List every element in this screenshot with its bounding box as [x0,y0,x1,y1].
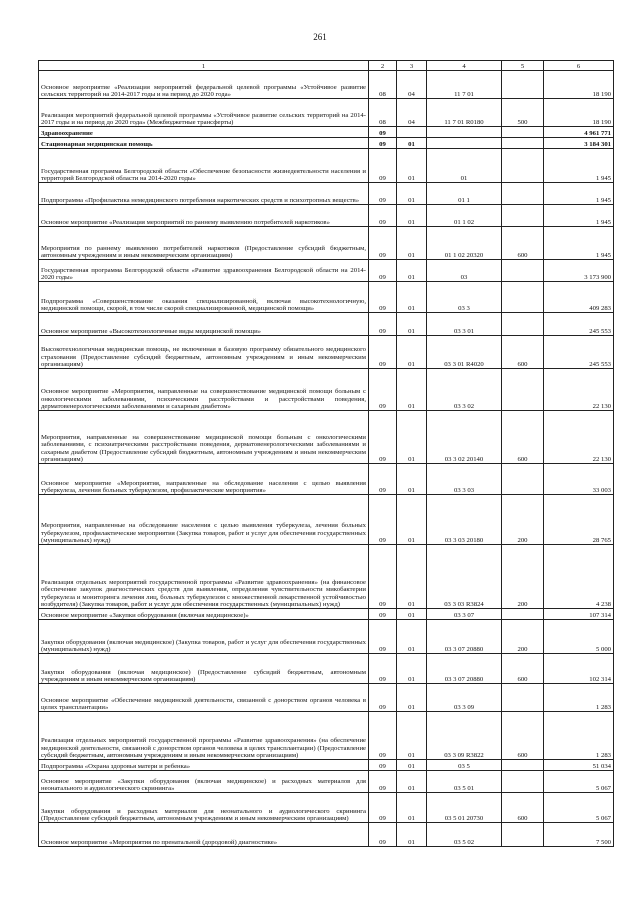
row-section: 09 [369,127,397,138]
table-row [39,227,614,260]
row-expense-type [502,609,544,620]
table-row [39,369,614,411]
row-amount: 107 314 [544,609,614,620]
row-subsection: 01 [397,760,427,771]
row-section: 09 [369,313,397,336]
row-section: 08 [369,99,397,127]
row-target-article: 03 5 02 [427,823,502,847]
row-amount: 1 945 [544,183,614,205]
row-target-article: 03 3 01 [427,313,502,336]
row-name: Стационарная медицинская помощь [39,138,369,149]
header-row [39,61,614,71]
column-header-amount: 6 [544,61,614,71]
row-name: Мероприятия по раннему выявлению потребителей наркотиков (Предоставление субсидий бюджетным, автономным учреждениям и иным некоммерческим организациям) [39,227,369,260]
row-subsection: 04 [397,71,427,99]
row-target-article: 03 3 07 20880 [427,620,502,654]
row-amount: 22 130 [544,411,614,464]
row-section: 09 [369,760,397,771]
row-subsection: 01 [397,313,427,336]
row-amount: 4 238 [544,545,614,609]
row-target-article: 01 [427,149,502,183]
row-subsection: 01 [397,205,427,227]
row-section: 09 [369,411,397,464]
row-expense-type [502,369,544,411]
row-target-article [427,127,502,138]
row-target-article [427,138,502,149]
row-subsection: 01 [397,823,427,847]
row-subsection: 01 [397,282,427,313]
row-section: 09 [369,654,397,684]
column-header-subsection: 3 [397,61,427,71]
row-expense-type: 600 [502,336,544,369]
row-subsection: 01 [397,227,427,260]
row-amount: 102 314 [544,654,614,684]
row-section: 09 [369,183,397,205]
table-row [39,260,614,282]
row-name: Государственная программа Белгородской области «Обеспечение безопасности жизнедеятельности населения и территорий Белгородской области на 2014-2020 годы» [39,149,369,183]
row-name: Основное мероприятие «Мероприятия, направленные на совершенствование медицинской помощи больным с онкологическими заболеваниями, психическими расстройствами и расстройствами поведения, дерматовенерологическими заболеваниями и сахарным диабетом» [39,369,369,411]
row-target-article: 01 1 02 [427,205,502,227]
row-expense-type [502,282,544,313]
row-name: Основное мероприятие «Обеспечение медицинской деятельности, связанной с донорством органов человека в целях трансплантации» [39,684,369,712]
row-section: 09 [369,227,397,260]
row-name: Государственная программа Белгородской области «Развитие здравоохранения Белгородской области на 2014-2020 годы» [39,260,369,282]
row-target-article: 03 3 02 20140 [427,411,502,464]
row-target-article: 03 3 07 20880 [427,654,502,684]
row-name: Основное мероприятие «Высокотехнологичные виды медицинской помощи» [39,313,369,336]
row-amount: 409 283 [544,282,614,313]
row-amount: 1 945 [544,227,614,260]
column-header-expense-type: 5 [502,61,544,71]
row-name: Основное мероприятие «Мероприятия по пренатальной (дородовой) диагностике» [39,823,369,847]
table-row [39,609,614,620]
row-target-article: 03 3 09 [427,684,502,712]
row-amount: 1 945 [544,149,614,183]
row-expense-type: 500 [502,99,544,127]
row-name: Основное мероприятие «Закупки оборудования (включая медицинское)» [39,609,369,620]
table-row [39,138,614,149]
row-amount: 3 173 900 [544,260,614,282]
row-amount: 245 553 [544,313,614,336]
row-target-article: 03 3 02 [427,369,502,411]
table-row [39,793,614,823]
row-target-article: 03 3 03 20180 [427,495,502,545]
row-expense-type: 600 [502,712,544,760]
table-row [39,654,614,684]
row-amount: 1 283 [544,684,614,712]
row-subsection: 01 [397,545,427,609]
row-amount: 33 003 [544,464,614,495]
table-row [39,336,614,369]
row-target-article: 01 1 02 20320 [427,227,502,260]
row-target-article: 03 5 [427,760,502,771]
row-expense-type: 200 [502,495,544,545]
table-header [39,61,614,71]
row-section: 09 [369,823,397,847]
column-header-name: 1 [39,61,369,71]
table-row [39,771,614,793]
row-amount: 5 067 [544,771,614,793]
column-header-section: 2 [369,61,397,71]
row-target-article: 01 1 [427,183,502,205]
row-expense-type: 600 [502,654,544,684]
table-row [39,712,614,760]
row-expense-type [502,760,544,771]
row-target-article: 03 3 01 R4020 [427,336,502,369]
row-section: 09 [369,771,397,793]
table-row [39,545,614,609]
row-subsection: 01 [397,138,427,149]
row-name: Основное мероприятие «Реализация мероприятий федеральной целевой программы «Устойчивое развитие сельских территорий на 2014-2017 годы и на период до 2020 года» [39,71,369,99]
row-name: Подпрограмма «Профилактика немедицинского потребления наркотических средств и психотропных веществ» [39,183,369,205]
row-subsection: 01 [397,609,427,620]
table-row [39,149,614,183]
row-amount: 18 190 [544,99,614,127]
table-row [39,282,614,313]
table-row [39,411,614,464]
row-target-article: 11 7 01 [427,71,502,99]
row-amount: 245 553 [544,336,614,369]
row-amount: 51 034 [544,760,614,771]
row-subsection: 01 [397,654,427,684]
table-row [39,99,614,127]
row-subsection: 01 [397,336,427,369]
row-name: Реализация мероприятий федеральной целевой программы «Устойчивое развитие сельских территорий на 2014-2017 годы и на период до 2020 года» (Межбюджетные трансферты) [39,99,369,127]
row-subsection: 01 [397,411,427,464]
row-subsection: 01 [397,369,427,411]
table-row [39,620,614,654]
row-section: 09 [369,149,397,183]
row-expense-type [502,771,544,793]
table-row [39,205,614,227]
row-target-article: 03 3 07 [427,609,502,620]
row-subsection: 01 [397,260,427,282]
row-expense-type [502,260,544,282]
row-subsection: 01 [397,793,427,823]
row-subsection: 01 [397,771,427,793]
row-subsection: 01 [397,712,427,760]
row-name: Основное мероприятие «Закупки оборудования (включая медицинское) и расходных материалов для неонатального и аудиологического скрининга» [39,771,369,793]
table-row [39,823,614,847]
row-name: Закупки оборудования (включая медицинское) (Закупка товаров, работ и услуг для обеспечения государственных (муниципальных) нужд) [39,620,369,654]
row-amount: 3 184 301 [544,138,614,149]
row-section: 09 [369,336,397,369]
row-section: 09 [369,282,397,313]
row-name: Мероприятия, направленные на обследование населения с целью выявления туберкулеза, лечения больных туберкулезом, профилактические мероприятия (Закупка товаров, работ и услуг для обеспечения государственных (муниципальных) нужд) [39,495,369,545]
row-section: 09 [369,205,397,227]
row-expense-type [502,138,544,149]
row-expense-type [502,464,544,495]
row-name: Закупки оборудования и расходных материалов для неонатального и аудиологического скрининга (Предоставление субсидий бюджетным, автономным учреждениям и иным некоммерческим организациям) [39,793,369,823]
table-row [39,313,614,336]
row-amount: 22 130 [544,369,614,411]
row-section: 09 [369,464,397,495]
row-subsection: 01 [397,495,427,545]
row-target-article: 03 5 01 20730 [427,793,502,823]
row-name: Высокотехнологичная медицинская помощь, не включенная в базовую программу обязательного медицинского страхования (Предоставление субсидий бюджетным, автономным учреждениям и иным некоммерческим организациям) [39,336,369,369]
row-expense-type [502,127,544,138]
row-target-article: 03 3 03 R3824 [427,545,502,609]
row-expense-type [502,684,544,712]
row-subsection: 01 [397,684,427,712]
row-expense-type [502,205,544,227]
row-expense-type [502,313,544,336]
row-target-article: 03 3 09 R3822 [427,712,502,760]
row-section: 09 [369,620,397,654]
row-name: Реализация отдельных мероприятий государственной программы «Развитие здравоохранения» (на финансовое обеспечение закупок диагностических средств для выявления, определения чувствительности микобактерии туберкулеза и мониторинга лечения лиц, больных туберкулезом с множественной лекарственной устойчивостью возбудителя) (Закупка товаров, работ и услуг для обеспечения государственных (муниципальных) нужд) [39,545,369,609]
row-name: Мероприятия, направленные на совершенствование медицинской помощи больным с онкологическими заболеваниями, с психиатрическими расстройствами поведения, дерматовенерологическими заболеваниями и сахарным диабетом (Предоставление субсидий бюджетным, автономным учреждениям и иным некоммерческим организациям) [39,411,369,464]
row-subsection: 01 [397,464,427,495]
row-section: 09 [369,369,397,411]
row-amount: 18 190 [544,71,614,99]
row-expense-type: 600 [502,227,544,260]
table-row [39,760,614,771]
row-subsection: 01 [397,149,427,183]
row-expense-type: 600 [502,793,544,823]
row-name: Подпрограмма «Совершенствование оказания специализированной, включая высокотехнологичную, медицинской помощи, скорой, в том числе скорой специализированной, медицинской помощи» [39,282,369,313]
row-expense-type: 600 [502,411,544,464]
table-body [39,71,614,847]
row-name: Реализация отдельных мероприятий государственной программы «Развитие здравоохранения» (на обеспечение медицинской деятельности, связанной с донорством органов человека в целях трансплантации) (Предоставление субсидий бюджетным, автономным учреждениям и иным некоммерческим организациям) [39,712,369,760]
table-row [39,684,614,712]
row-subsection [397,127,427,138]
row-subsection: 01 [397,183,427,205]
row-amount: 5 067 [544,793,614,823]
row-subsection: 01 [397,620,427,654]
row-section: 09 [369,138,397,149]
row-section: 09 [369,684,397,712]
row-section: 09 [369,712,397,760]
page-number: 261 [313,32,327,42]
row-name: Основное мероприятие «Реализация мероприятий по раннему выявлению потребителей наркотиков» [39,205,369,227]
row-section: 09 [369,495,397,545]
row-expense-type [502,71,544,99]
row-target-article: 11 7 01 R0180 [427,99,502,127]
table-row [39,495,614,545]
table-row [39,464,614,495]
row-expense-type [502,149,544,183]
row-target-article: 03 3 03 [427,464,502,495]
table-row [39,183,614,205]
row-target-article: 03 5 01 [427,771,502,793]
row-amount: 28 765 [544,495,614,545]
table-row [39,71,614,99]
row-name: Закупки оборудования (включая медицинское) (Предоставление субсидий бюджетным, автономным учреждениям и иным некоммерческим организациям) [39,654,369,684]
row-expense-type [502,823,544,847]
row-target-article: 03 3 [427,282,502,313]
row-target-article: 03 [427,260,502,282]
row-amount: 7 500 [544,823,614,847]
row-name: Здравоохранение [39,127,369,138]
table-row [39,127,614,138]
column-header-target-article: 4 [427,61,502,71]
row-section: 09 [369,793,397,823]
row-expense-type [502,183,544,205]
budget-table [38,60,614,847]
row-name: Подпрограмма «Охрана здоровья матери и ребенка» [39,760,369,771]
row-expense-type: 200 [502,620,544,654]
row-expense-type: 200 [502,545,544,609]
row-amount: 5 000 [544,620,614,654]
row-amount: 4 961 771 [544,127,614,138]
row-amount: 1 283 [544,712,614,760]
row-subsection: 04 [397,99,427,127]
row-section: 09 [369,260,397,282]
row-amount: 1 945 [544,205,614,227]
row-section: 09 [369,545,397,609]
row-name: Основное мероприятие «Мероприятия, направленные на обследование населения с целью выявления туберкулеза, лечения больных туберкулезом, профилактические мероприятия» [39,464,369,495]
row-section: 08 [369,71,397,99]
row-section: 09 [369,609,397,620]
